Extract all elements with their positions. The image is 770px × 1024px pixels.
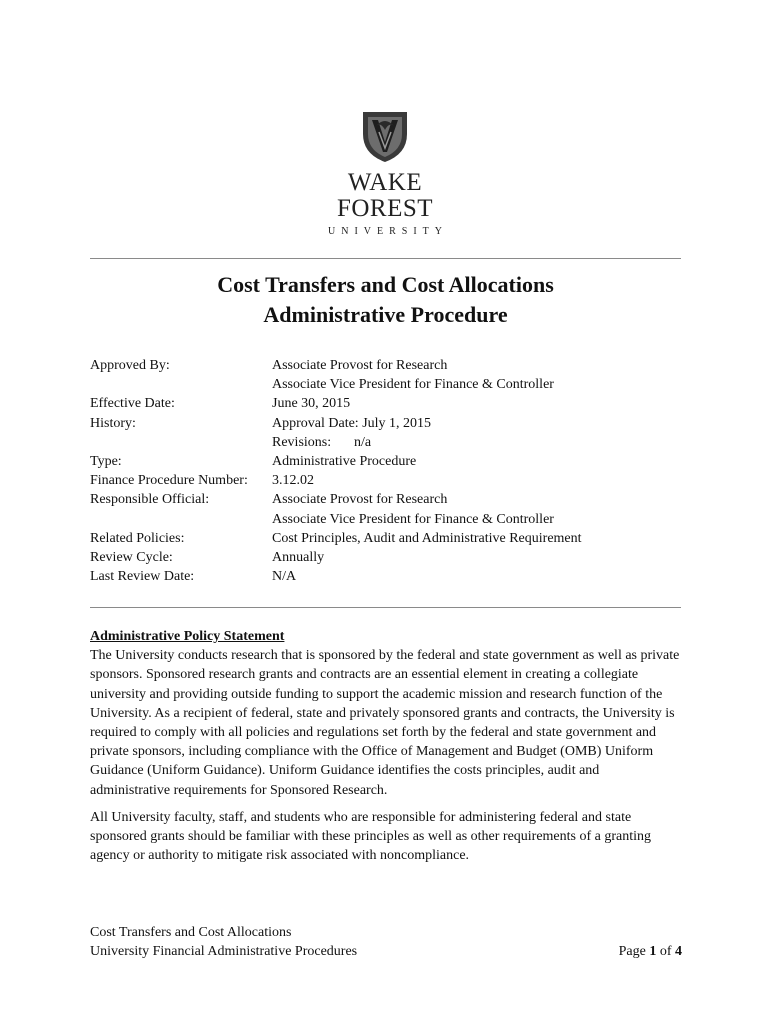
type-row [90,452,690,471]
page-total: 4 [675,944,682,960]
wake-forest-shield-icon [359,108,411,164]
approved-by-label: Approved By: [90,358,170,373]
revisions-value: n/a [354,434,372,450]
approval-date-value: Approval Date: July 1, 2015 [272,415,432,431]
responsible-official-label: Responsible Official: [90,492,210,508]
related-policies-label: Related Policies: [90,530,185,546]
effective-date-row [90,394,690,413]
revisions-label: Revisions: [272,434,332,450]
approved-by-value-1: Associate Provost for Research [272,358,448,373]
last-review-date-row [90,567,690,586]
logo-wordmark: WAKE FOREST [336,169,434,222]
related-policies-value: Cost Principles, Audit and Administrative Requirement [272,530,582,546]
policy-paragraph-2: All University faculty, staff, and students who are responsible for administering federal and state sponsored grants should be familiar with these principles as well as other requirements of a granting agency or authority to mitigate risk associated with noncompliance. [90,809,652,864]
logo-subtitle: UNIVERSITY [328,226,448,237]
finance-number-row [90,471,690,490]
footer-title: Cost Transfers and Cost Allocations [90,925,292,940]
responsible-official-value-2: Associate Vice President for Finance & Controller [272,511,554,527]
responsible-official-value-1: Associate Provost for Research [272,492,448,508]
page-of: of [656,944,675,960]
university-logo [300,108,470,237]
revisions-row [90,433,690,452]
finance-number-label: Finance Procedure Number: [90,473,248,489]
footer-subtitle: University Financial Administrative Procedures [90,944,358,960]
page-prefix: Page [618,944,650,960]
related-policies-row [90,529,690,548]
policy-paragraph-1: The University conducts research that is sponsored by the federal and state government as well as private sponsors. Sponsored research grants and contracts are an essential element in creating a collegiate university and providing outside funding to support the academic mission and research function of the University. As a recipient of federal, state and privately sponsored grants and contracts, the University is required to comply with all policies and regulations set forth by the federal and state government and private sponsors, including compliance with the Office of Management and Budget (OMB) Uniform Guidance (Uniform Guidance). Uniform Guidance identifies the costs principles, audit and administrative requirements for Sponsored Research. [90,648,680,798]
header-divider [90,258,681,259]
history-label: History: [90,415,136,431]
policy-statement-heading: Administrative Policy Statement [90,629,285,644]
approved-by-row [90,356,690,375]
approved-by-value-2: Associate Vice President for Finance & Controller [272,377,554,393]
effective-date-label: Effective Date: [90,396,175,412]
page-number [619,942,682,961]
last-review-date-value: N/A [272,569,297,585]
responsible-official-row-2 [90,510,690,529]
section-divider [90,607,681,608]
review-cycle-row [90,548,690,567]
review-cycle-label: Review Cycle: [90,550,173,566]
type-value: Administrative Procedure [272,454,417,470]
last-review-date-label: Last Review Date: [90,569,195,585]
page-footer [90,923,682,961]
type-label: Type: [90,454,122,470]
document-subtitle: Administrative Procedure [263,302,508,327]
effective-date-value: June 30, 2015 [272,396,351,412]
responsible-official-row [90,490,690,509]
finance-number-value: 3.12.02 [272,473,314,489]
policy-statement-section [90,627,682,865]
approved-by-row-2 [90,375,690,394]
page-current: 1 [649,944,657,960]
procedure-metadata [90,356,690,586]
history-row [90,414,690,433]
review-cycle-value: Annually [272,550,325,566]
document-title: Cost Transfers and Cost Allocations [217,272,554,297]
